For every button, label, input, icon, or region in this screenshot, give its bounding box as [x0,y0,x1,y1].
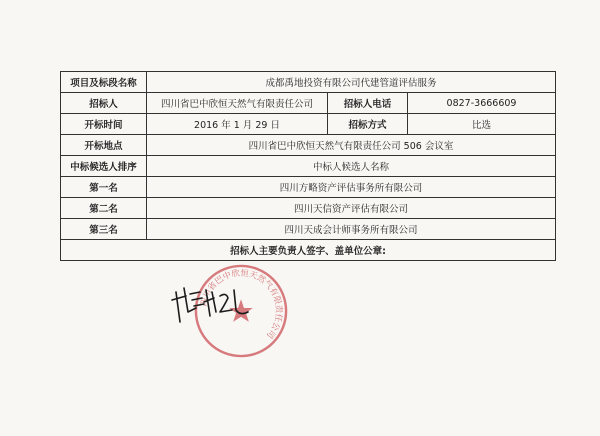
bid-result-table [60,71,556,261]
project-name-label: 项目及标段名称 [61,72,147,93]
table-row [61,198,556,219]
opening-time-label: 开标时间 [61,114,147,135]
opening-location-value: 四川省巴中欣恒天然气有限责任公司 506 会议室 [147,135,556,156]
table-row [61,219,556,240]
rank-first-label: 第一名 [61,177,147,198]
opening-time-value: 2016 年 1 月 29 日 [147,114,328,135]
candidate-rank-label: 中标候选人排序 [61,156,147,177]
rank-first-value: 四川方略资产评估事务所有限公司 [147,177,556,198]
candidate-name-header: 中标人候选人名称 [147,156,556,177]
signature-seal-label: 招标人主要负责人签字、盖单位公章: [61,240,556,261]
table-row [61,72,556,93]
seal-ring-text: 四川省巴中欣恒天然气有限责任公司 [197,267,285,341]
table-row [61,177,556,198]
table-row [61,240,556,261]
rank-third-label: 第三名 [61,219,147,240]
table-row [61,156,556,177]
rank-second-label: 第二名 [61,198,147,219]
tenderer-phone-label: 招标人电话 [328,93,408,114]
tenderer-phone-value: 0827-3666609 [408,93,556,114]
rank-second-value: 四川天信资产评估有限公司 [147,198,556,219]
tender-method-value: 比选 [408,114,556,135]
opening-location-label: 开标地点 [61,135,147,156]
table-row [61,93,556,114]
table-row [61,135,556,156]
project-name-value: 成都禹地投资有限公司代建管道评估服务 [147,72,556,93]
rank-third-value: 四川天成会计师事务所有限公司 [147,219,556,240]
tender-method-label: 招标方式 [328,114,408,135]
tenderer-value: 四川省巴中欣恒天然气有限责任公司 [147,93,328,114]
tenderer-label: 招标人 [61,93,147,114]
table-row [61,114,556,135]
